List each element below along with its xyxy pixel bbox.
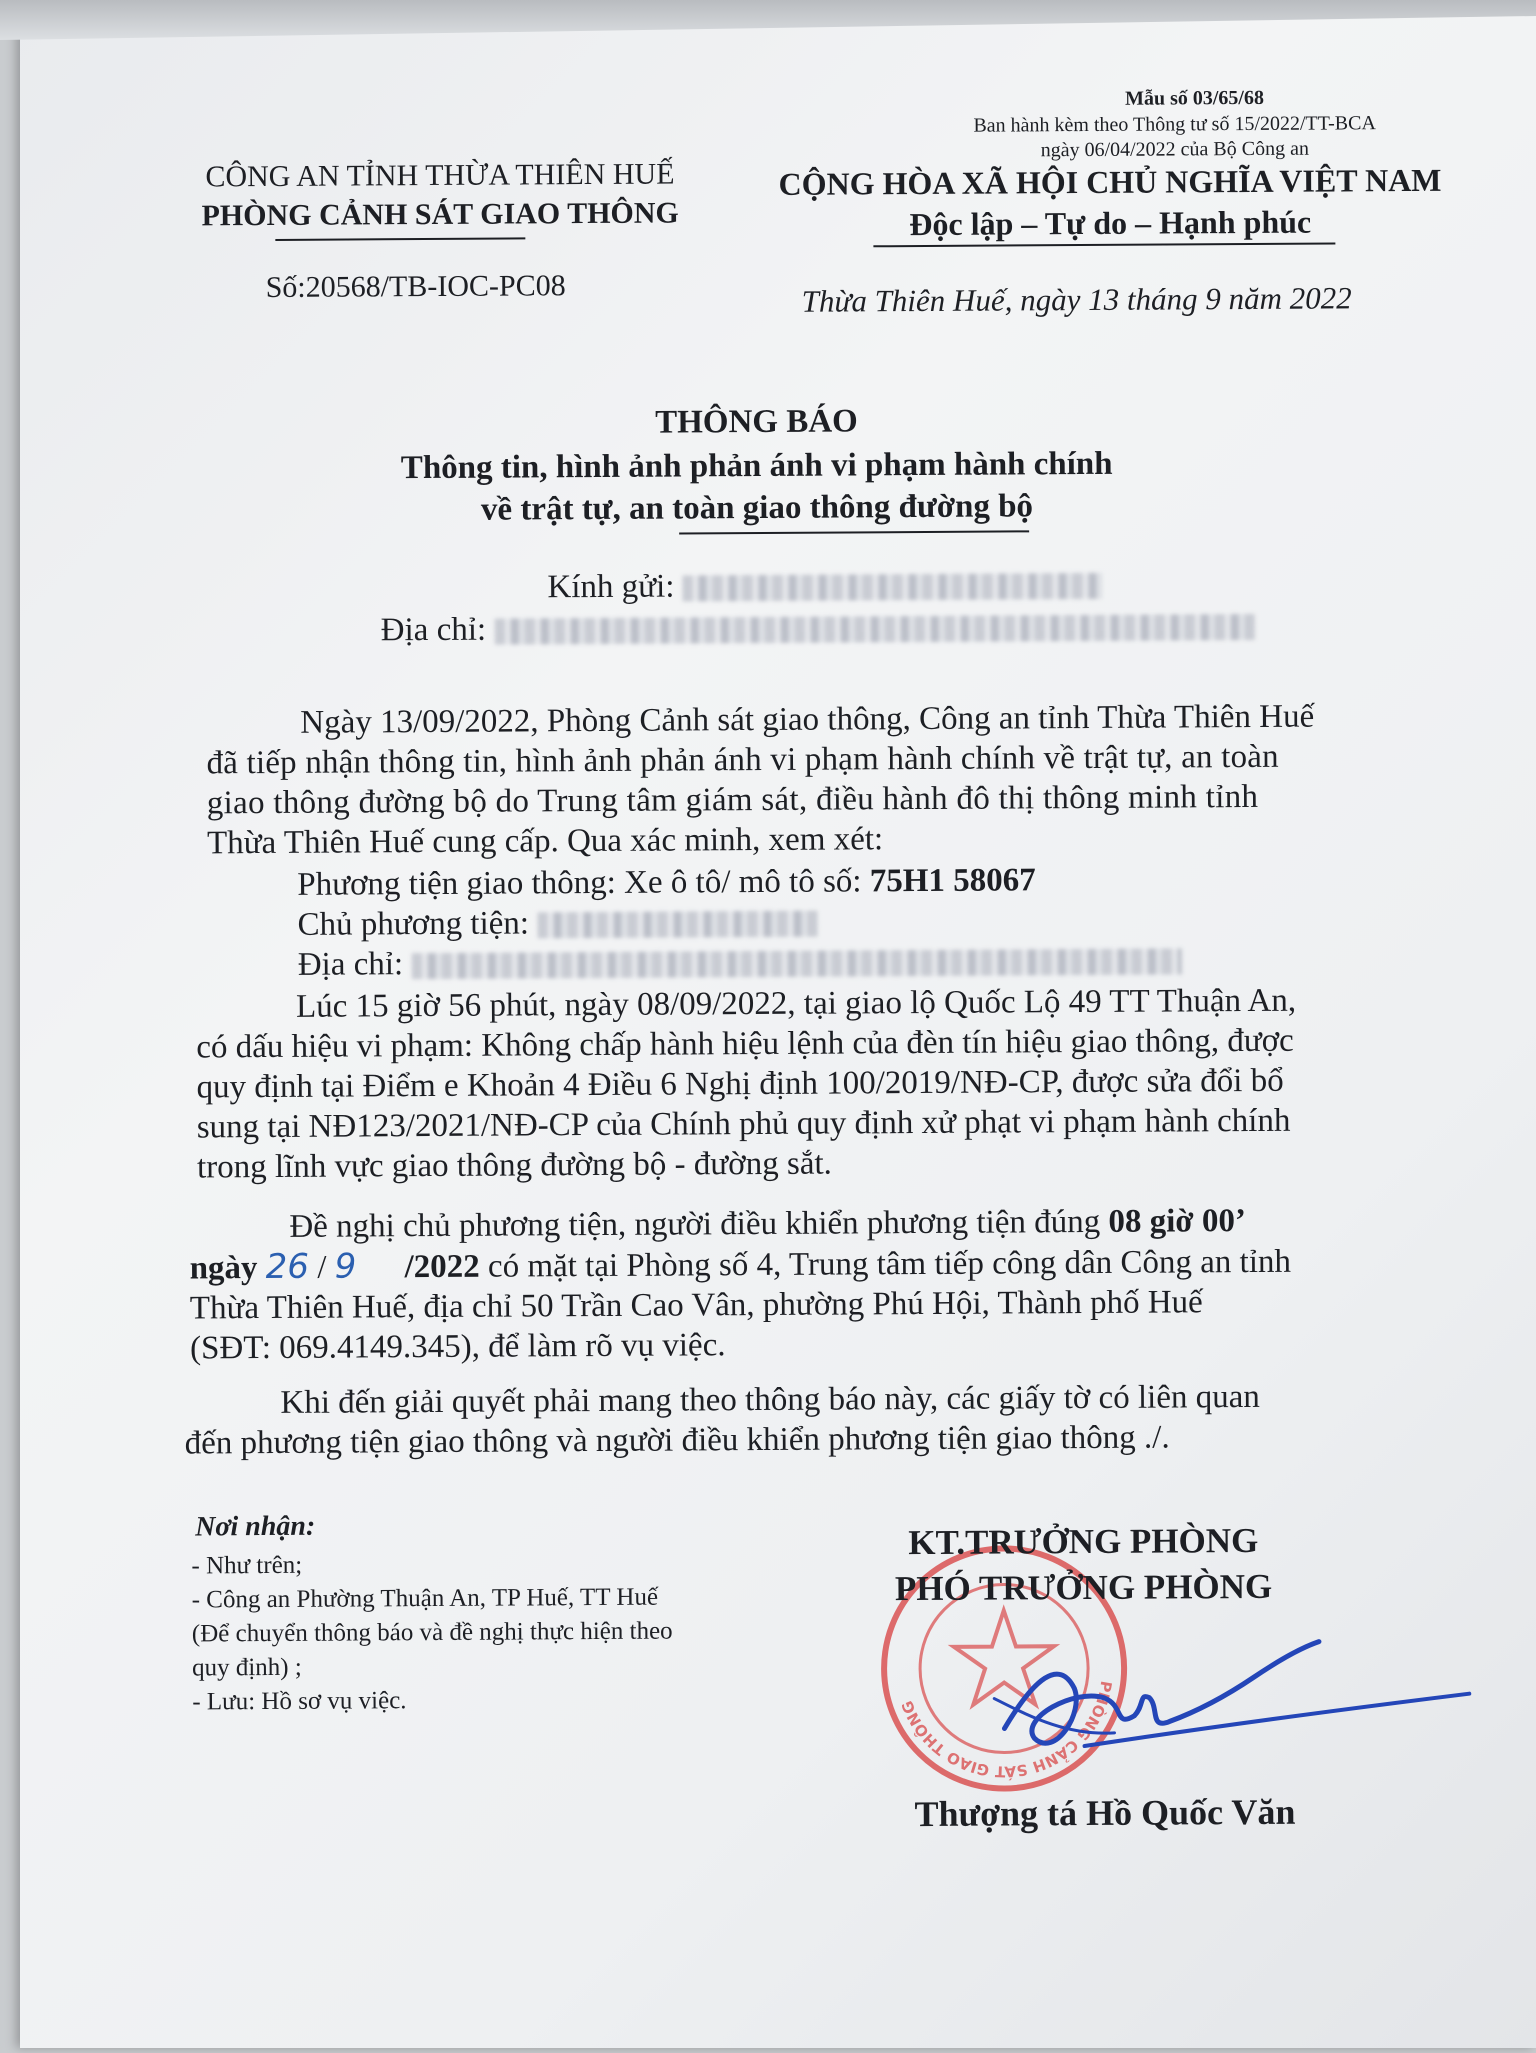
vehicle-line xyxy=(297,862,1036,904)
motto-underline xyxy=(873,242,1335,247)
title-underline xyxy=(679,530,1029,534)
owner-label: Chủ phương tiện: xyxy=(297,905,530,943)
signature-title-1: KT.TRƯỞNG PHÒNG xyxy=(908,1520,1259,1563)
place-date: Thừa Thiên Huế, ngày 13 tháng 9 năm 2022 xyxy=(801,280,1352,319)
recipient-address xyxy=(381,607,1255,649)
p4-line: Khi đến giải quyết phải mang theo thông báo này, các giấy tờ có liên quan xyxy=(280,1378,1260,1421)
owner-line xyxy=(297,904,817,944)
recipient-address-label: Địa chỉ: xyxy=(380,611,487,649)
p3-line xyxy=(189,1201,1291,1248)
handwritten-day: 26 xyxy=(265,1246,310,1288)
p3-line: Thừa Thiên Huế, địa chỉ 50 Trần Cao Vân, phường Phú Hội, Thành phố Huế xyxy=(189,1284,1203,1327)
p2-line: trong lĩnh vực giao thông đường bộ - đường sắt. xyxy=(196,1145,832,1186)
form-issued-line1: Ban hành kèm theo Thông tư số 15/2022/TT-BCA xyxy=(973,112,1376,137)
signature-title-2: PHÓ TRƯỞNG PHÒNG xyxy=(894,1566,1273,1609)
issuer-line1: CÔNG AN TỈNH THỪA THIÊN HUẾ xyxy=(205,157,675,194)
p3-text: có mặt tại Phòng số 4, Trung tâm tiếp công dân Công an tỉnh xyxy=(487,1243,1292,1285)
signer-name: Thượng tá Hồ Quốc Văn xyxy=(914,1791,1296,1835)
owner-address-label: Địa chỉ: xyxy=(297,946,404,983)
owner-address-line xyxy=(298,941,1182,983)
vehicle-plate: 75H1 58067 xyxy=(869,862,1036,900)
paragraph-4 xyxy=(184,1377,1260,1464)
form-number: Mẫu số 03/65/68 xyxy=(1124,86,1265,110)
p1-line: Thừa Thiên Huế cung cấp. Qua xác minh, xem xét: xyxy=(206,821,884,862)
recipients-list xyxy=(191,1547,673,1720)
issuer-line2: PHÒNG CẢNH SÁT GIAO THÔNG xyxy=(201,196,679,233)
vehicle-label: Phương tiện giao thông: Xe ô tô/ mô tô số: xyxy=(297,863,862,903)
paragraph-2 xyxy=(196,981,1297,1188)
nation-motto: Độc lập – Tự do – Hạnh phúc xyxy=(909,203,1312,243)
issuer-underline xyxy=(275,237,525,241)
p1-line: giao thông đường bộ do Trung tâm giám sát, điều hành đô thị thông minh tỉnh xyxy=(206,778,1259,822)
notice-subtitle-1: Thông tin, hình ảnh phản ánh vi phạm hành chính xyxy=(400,445,1113,487)
appointment-year: /2022 xyxy=(404,1248,480,1286)
recipient-to xyxy=(547,566,1102,606)
p3-line xyxy=(190,1241,1292,1289)
p2-line: sung tại NĐ123/2021/NĐ-CP của Chính phủ quy định xử phạt vi phạm hành chính xyxy=(196,1102,1291,1146)
form-issued-line2: ngày 06/04/2022 của Bộ Công an xyxy=(1040,137,1310,162)
p3-line: (SĐT: 069.4149.345), để làm rõ vụ việc. xyxy=(190,1327,726,1367)
notice-subtitle-2: về trật tự, an toàn giao thông đường bộ xyxy=(480,488,1034,528)
p3-text: Đề nghị chủ phương tiện, người điều khiển phương tiện đúng xyxy=(289,1203,1101,1245)
notice-title: THÔNG BÁO xyxy=(655,403,858,441)
recipients-item: (Để chuyển thông báo và đề nghị thực hiện theo xyxy=(191,1617,673,1648)
recipients-item: quy định) ; xyxy=(191,1653,302,1682)
stamp-text: PHÒNG CẢNH SÁT GIAO THÔNG xyxy=(898,1679,1116,1781)
redacted-owner-address xyxy=(411,949,1181,980)
p4-line: đến phương tiện giao thông và người điều khiển phương tiện giao thông ./. xyxy=(184,1419,1170,1462)
p2-line: có dấu hiệu vi phạm: Không chấp hành hiệu lệnh của đèn tín hiệu giao thông, được xyxy=(196,1022,1294,1066)
handwritten-signature xyxy=(964,1616,1485,1779)
recipients-item: - Công an Phường Thuận An, TP Huế, TT Huế xyxy=(191,1583,659,1614)
appointment-time: 08 giờ 00’ xyxy=(1108,1203,1246,1240)
date-slash: / xyxy=(317,1249,327,1286)
p2-line: quy định tại Điểm e Khoản 4 Điều 6 Nghị định 100/2019/NĐ-CP, được sửa đổi bổ xyxy=(196,1062,1284,1106)
nation-title: CỘNG HÒA XÃ HỘI CHỦ NGHĨA VIỆT NAM xyxy=(778,161,1442,202)
document-number: Số:20568/TB-IOC-PC08 xyxy=(265,269,566,305)
paragraph-1 xyxy=(206,697,1315,864)
recipients-item: - Như trên; xyxy=(191,1551,303,1580)
redacted-recipient-name xyxy=(683,573,1103,602)
recipients-item: - Lưu: Hồ sơ vụ việc. xyxy=(192,1687,407,1716)
p1-line: đã tiếp nhận thông tin, hình ảnh phản ánh vi phạm hành chính về trật tự, an toàn xyxy=(206,738,1279,782)
redacted-recipient-address xyxy=(494,614,1254,645)
paragraph-3 xyxy=(189,1201,1291,1369)
p2-line: Lúc 15 giờ 56 phút, ngày 08/09/2022, tại giao lộ Quốc Lộ 49 TT Thuận An, xyxy=(295,982,1297,1025)
p1-line: Ngày 13/09/2022, Phòng Cảnh sát giao thông, Công an tỉnh Thừa Thiên Huế xyxy=(300,698,1315,741)
recipient-to-label: Kính gửi: xyxy=(547,568,675,606)
appointment-day-label: ngày xyxy=(189,1250,258,1287)
handwritten-month: 9 xyxy=(334,1246,357,1287)
redacted-owner-name xyxy=(537,911,817,939)
recipients-heading: Nơi nhận: xyxy=(195,1510,316,1543)
